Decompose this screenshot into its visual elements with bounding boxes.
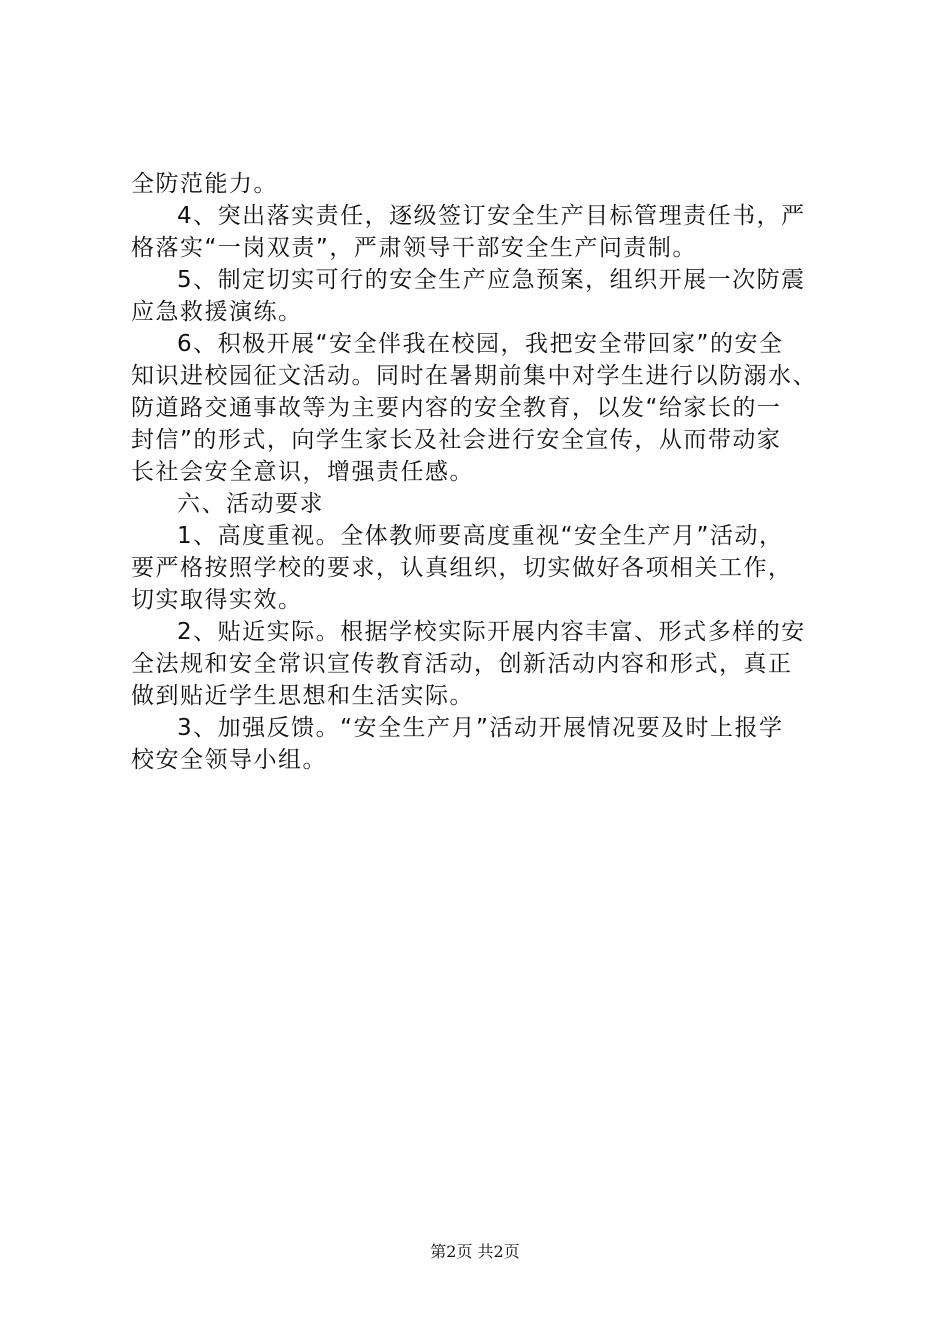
text-line-13: 要严格按照学校的要求，认真组织，切实做好各项相关工作，: [131, 555, 793, 581]
text-line-3: 格落实“一岗双责”，严肃领导干部安全生产问责制。: [131, 235, 697, 261]
text-line-17: 做到贴近学生思想和生活实际。: [131, 683, 474, 709]
document-body: [131, 168, 851, 776]
page-footer: 第2页 共2页: [430, 1242, 520, 1261]
text-line-9: 封信”的形式，向学生家长及社会进行安全宣传，从而带动家: [131, 427, 782, 453]
text-line-4: 5、制定切实可行的安全生产应急预案，组织开展一次防震: [177, 267, 806, 293]
text-line-1: 全防范能力。: [131, 171, 278, 197]
text-line-8: 防道路交通事故等为主要内容的安全教育，以发“给家长的一: [131, 395, 782, 421]
section-heading: 六、活动要求: [177, 491, 324, 517]
text-line-15: 2、贴近实际。根据学校实际开展内容丰富、形式多样的安: [177, 619, 806, 645]
text-line-18: 3、加强反馈。“安全生产月”活动开展情况要及时上报学: [177, 715, 784, 741]
text-line-12: 1、高度重视。全体教师要高度重视“安全生产月”活动，: [177, 523, 784, 549]
text-line-16: 全法规和安全常识宣传教育活动，创新活动内容和形式，真正: [131, 651, 793, 677]
text-line-5: 应急救援演练。: [131, 299, 303, 325]
text-line-2: 4、突出落实责任，逐级签订安全生产目标管理责任书，严: [177, 203, 806, 229]
text-line-6: 6、积极开展“安全伴我在校园，我把安全带回家”的安全: [177, 331, 784, 357]
text-line-7: 知识进校园征文活动。同时在暑期前集中对学生进行以防溺水、: [131, 363, 817, 389]
text-line-10: 长社会安全意识，增强责任感。: [131, 459, 474, 485]
text-line-19: 校安全领导小组。: [131, 747, 327, 773]
text-line-14: 切实取得实效。: [131, 587, 303, 613]
